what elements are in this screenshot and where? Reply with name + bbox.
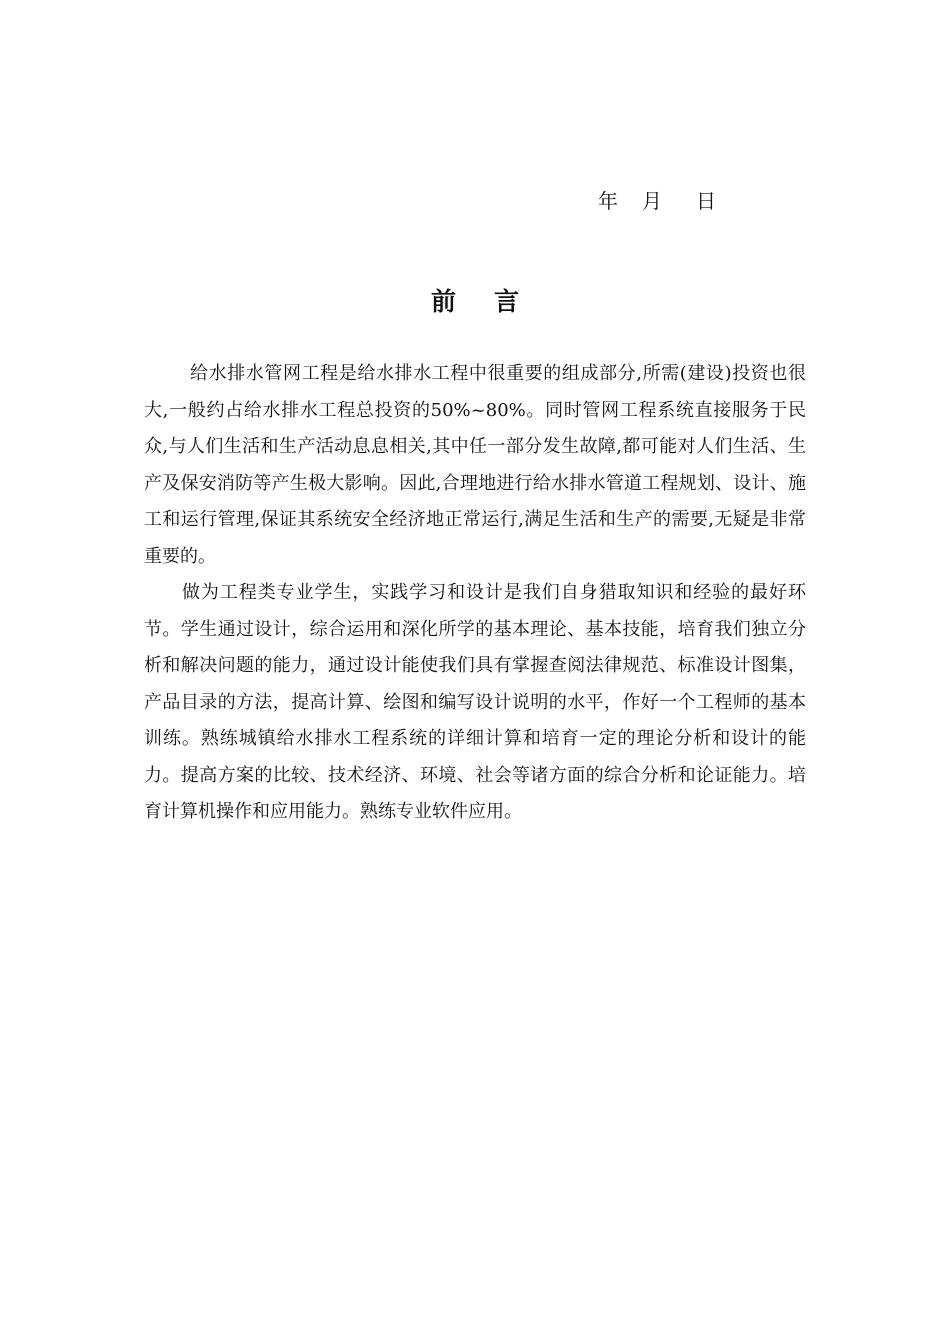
paragraph-1: 给水排水管网工程是给水排水工程中很重要的组成部分,所需(建设)投资也很大,一般约占给水排水工程总投资的50%~80%。同时管网工程系统直接服务于民众,与人们生活和生产活动息息相关,其中任一部分发生故障,都可能对人们生活、生产及保安消防等产生极大影响。因此,合理地进行给水排水管道工程规划、设计、施工和运行管理,保证其系统安全经济地正常运行,满足生活和生产的需要,无疑是非常重要的。 [144, 363, 806, 567]
paragraph-2: 做为工程类专业学生，实践学习和设计是我们自身猎取知识和经验的最好环节。学生通过设计，综合运用和深化所学的基本理论、基本技能，培育我们独立分析和解决问题的能力，通过设计能使我们具有掌握查阅法律规范、标准设计图集，产品目录的方法，提高计算、绘图和编写设计说明的水平，作好一个工程师的基本训练。熟练城镇给水排水工程系统的详细计算和培育一定的理论分析和设计的能力。提高方案的比较、技术经济、环境、社会等诸方面的综合分析和论证能力。培育计算机操作和应用能力。熟练专业软件应用。 [144, 582, 806, 822]
date-year-label: 年 [598, 189, 618, 213]
preface-body [144, 356, 806, 831]
page-title: 前言 [430, 287, 557, 316]
date-line [598, 186, 716, 216]
date-month-label: 月 [642, 189, 662, 213]
date-day-label: 日 [696, 189, 716, 213]
